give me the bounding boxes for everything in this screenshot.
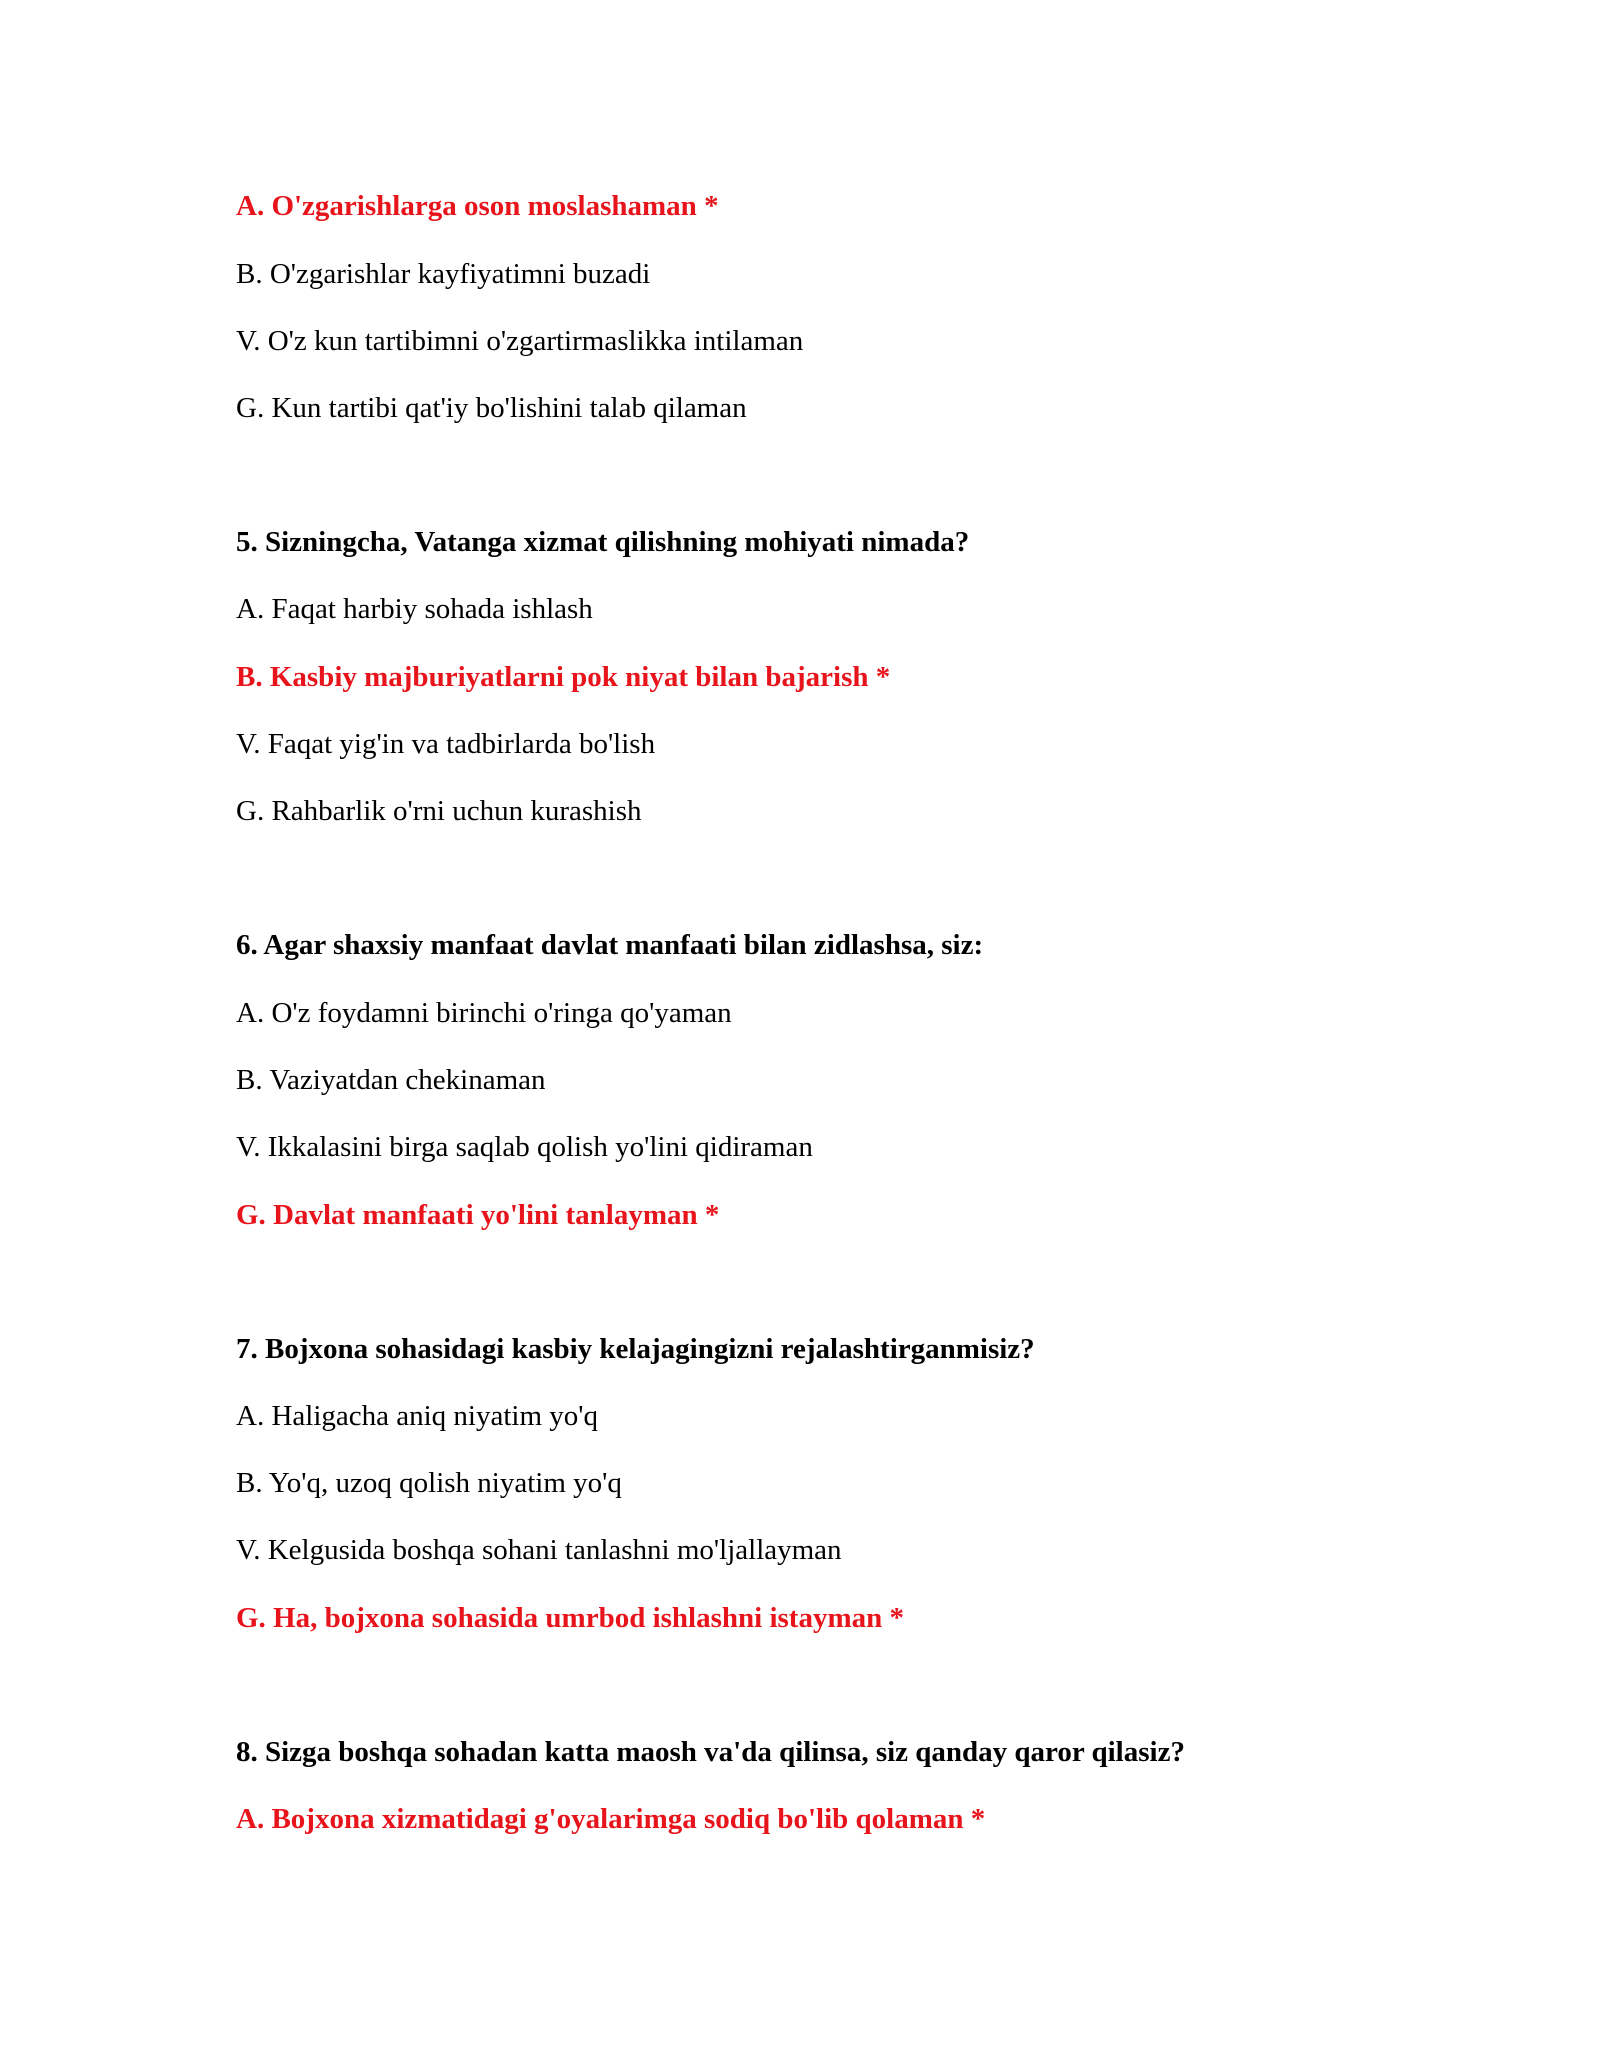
answer-option: A. O'z foydamni birinchi o'ringa qo'yaman: [236, 997, 732, 1029]
question-5: 5. Sizningcha, Vatanga xizmat qilishning mohiyati nimada?: [236, 526, 970, 558]
question-8: 8. Sizga boshqa sohadan katta maosh va'da qilinsa, siz qanday qaror qilasiz?: [236, 1736, 1185, 1768]
answer-option: G. Rahbarlik o'rni uchun kurashish: [236, 795, 642, 827]
question-6: 6. Agar shaxsiy manfaat davlat manfaati bilan zidlashsa, siz:: [236, 929, 984, 961]
answer-option: A. Faqat harbiy sohada ishlash: [236, 593, 593, 625]
answer-option-correct: A. O'zgarishlarga oson moslashaman *: [236, 190, 719, 222]
answer-option: V. Kelgusida boshqa sohani tanlashni mo'ljallayman: [236, 1534, 842, 1566]
answer-option: V. Ikkalasini birga saqlab qolish yo'lini qidiraman: [236, 1131, 813, 1163]
answer-option: G. Kun tartibi qat'iy bo'lishini talab qilaman: [236, 392, 747, 424]
answer-option: V. Faqat yig'in va tadbirlarda bo'lish: [236, 728, 656, 760]
answer-option: B. O'zgarishlar kayfiyatimni buzadi: [236, 258, 651, 290]
answer-option-correct: B. Kasbiy majburiyatlarni pok niyat bilan bajarish *: [236, 661, 891, 693]
answer-option-correct: A. Bojxona xizmatidagi g'oyalarimga sodiq bo'lib qolaman *: [236, 1803, 986, 1835]
answer-option-correct: G. Davlat manfaati yo'lini tanlayman *: [236, 1199, 720, 1231]
answer-option: B. Yo'q, uzoq qolish niyatim yo'q: [236, 1467, 622, 1499]
answer-option: B. Vaziyatdan chekinaman: [236, 1064, 546, 1096]
question-7: 7. Bojxona sohasidagi kasbiy kelajagingizni rejalashtirganmisiz?: [236, 1333, 1035, 1365]
answer-option-correct: G. Ha, bojxona sohasida umrbod ishlashni istayman *: [236, 1602, 904, 1634]
answer-option: V. O'z kun tartibimni o'zgartirmaslikka intilaman: [236, 325, 804, 357]
answer-option: A. Haligacha aniq niyatim yo'q: [236, 1400, 598, 1432]
